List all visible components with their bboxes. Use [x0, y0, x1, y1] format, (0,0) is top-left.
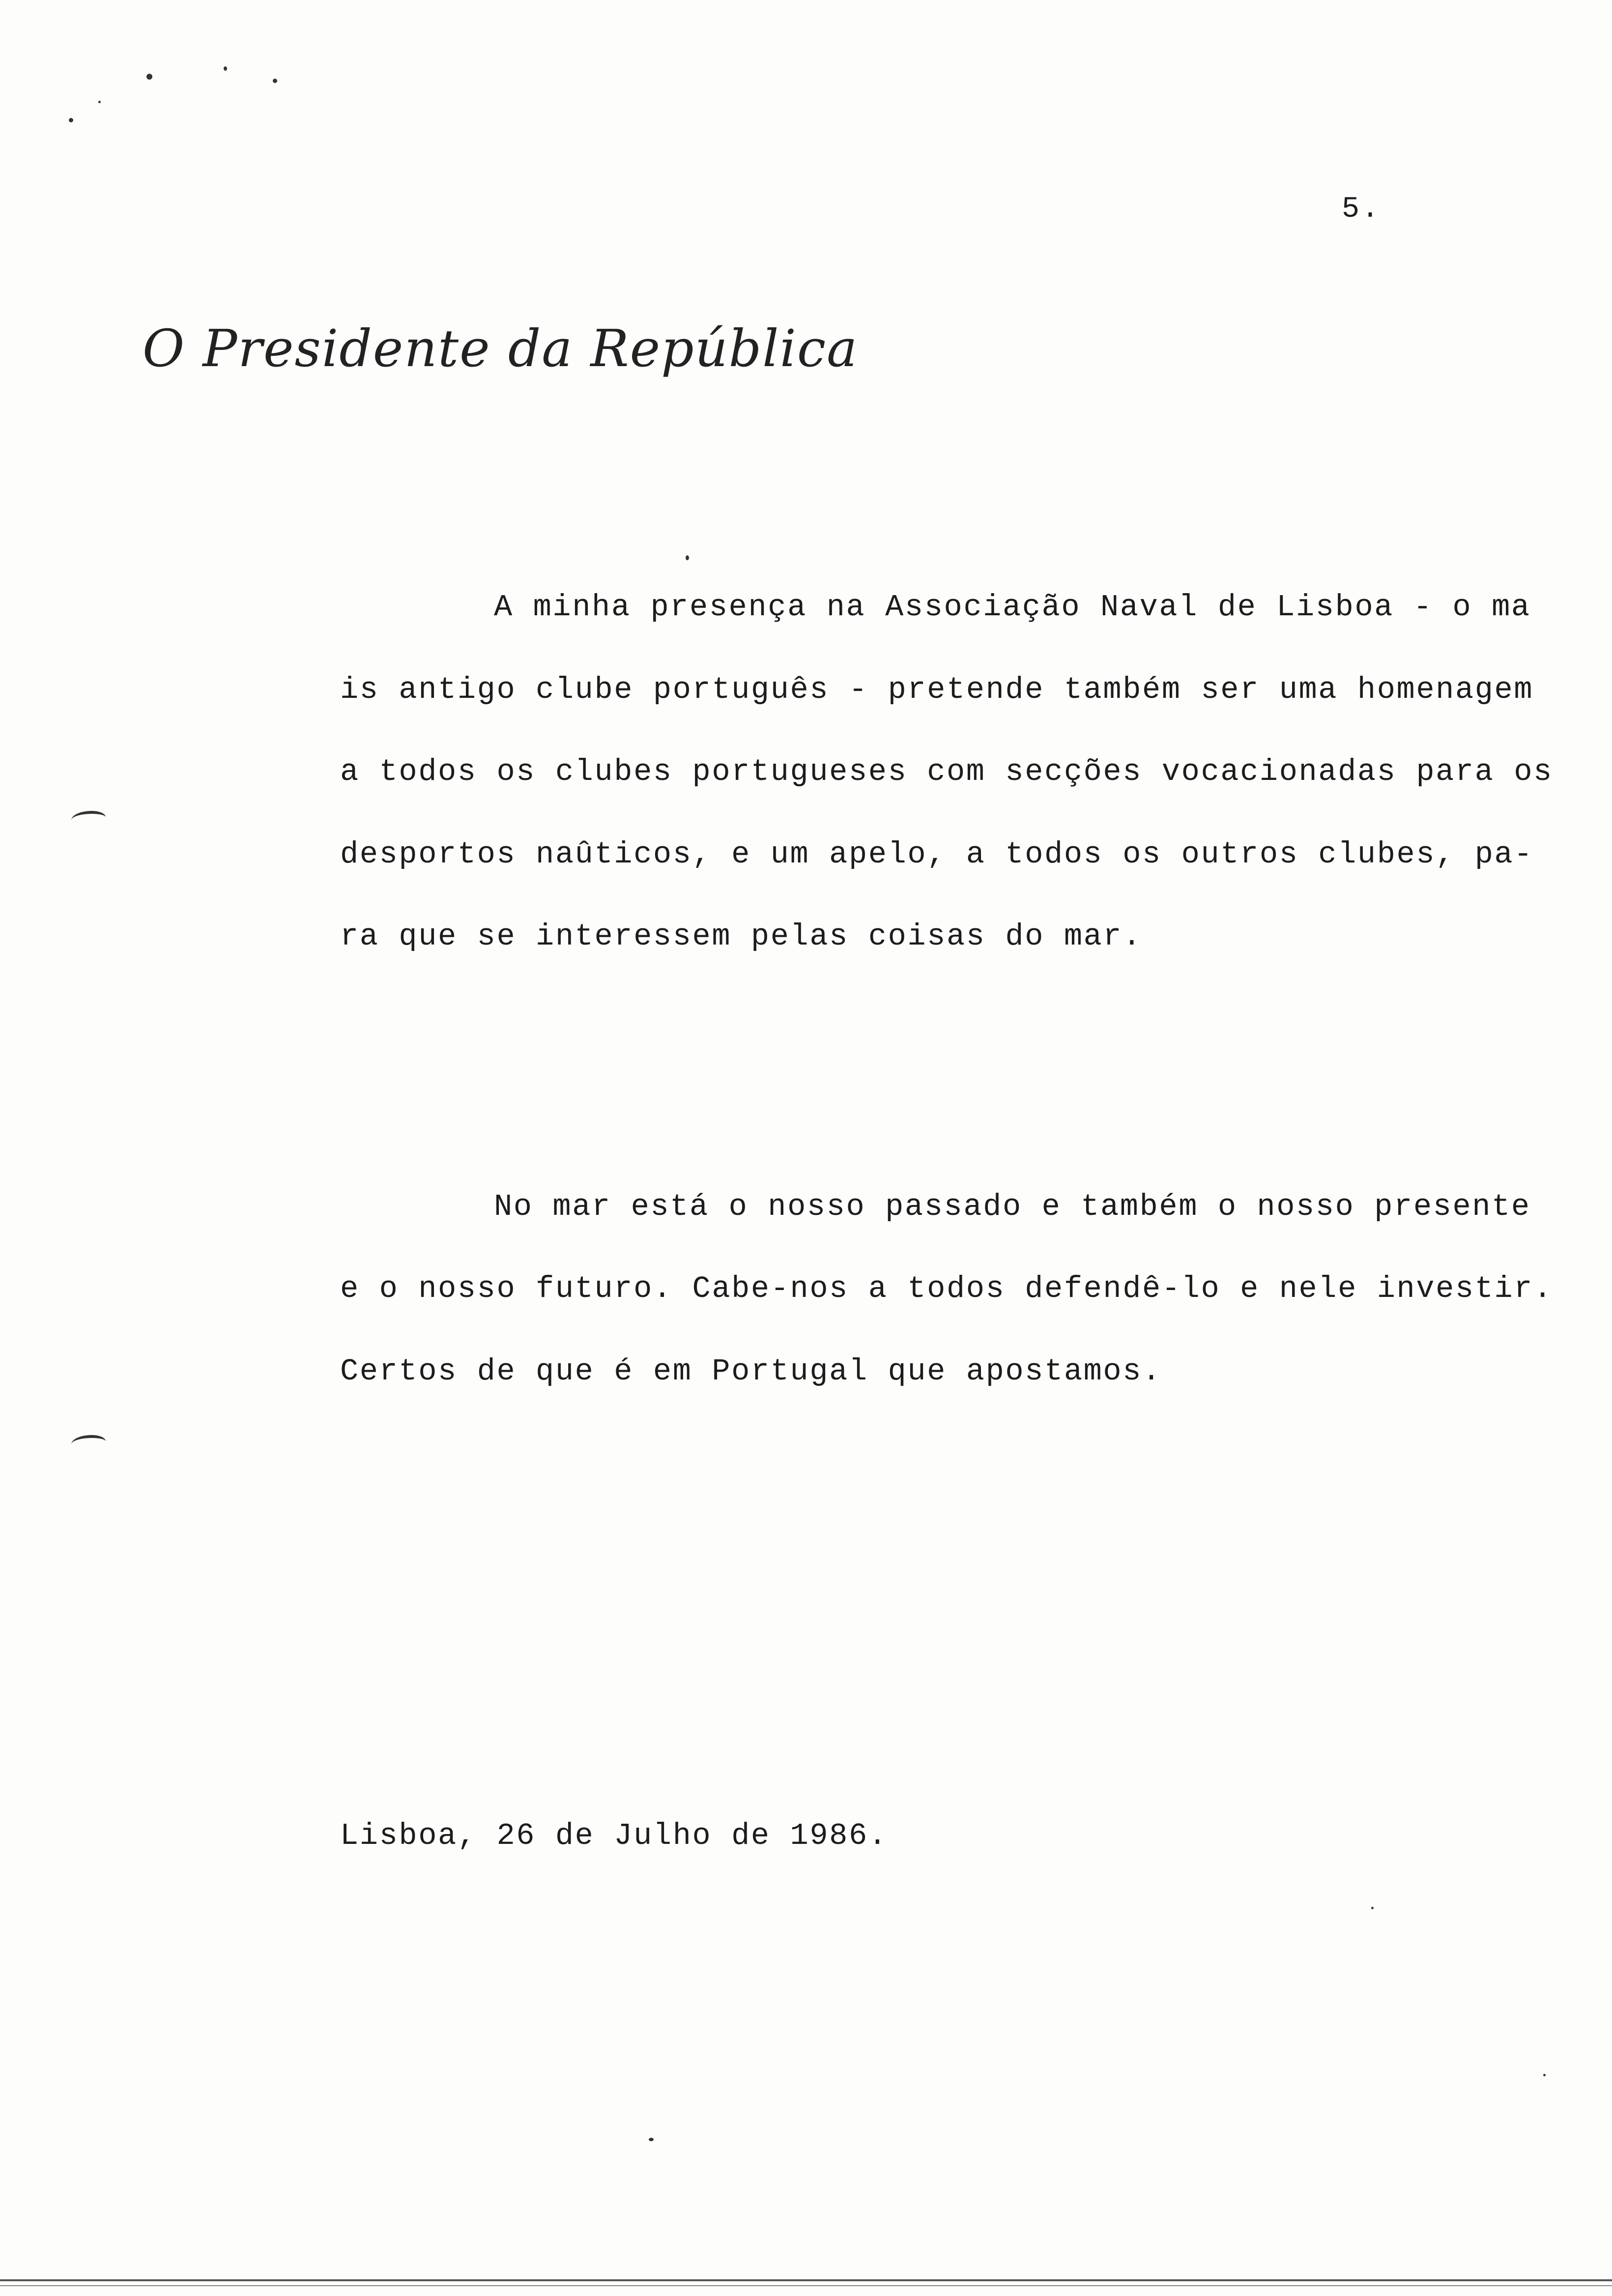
scan-speck [224, 66, 227, 71]
paragraph-line: ra que se interessem pelas coisas do mar. [340, 919, 1143, 954]
paragraph-line: a todos os clubes portugueses com secções vocacionadas para os [340, 754, 1553, 789]
scan-edge-mark [71, 811, 106, 827]
scan-speck [98, 101, 101, 103]
scan-speck [146, 74, 152, 80]
page-bottom-rule [0, 2285, 1612, 2286]
scan-speck [273, 79, 277, 83]
scan-speck [69, 118, 73, 122]
scan-edge-mark [71, 1435, 106, 1451]
paragraph-line: A minha presença na Associação Naval de Lisboa - o ma [494, 590, 1531, 625]
date-line: Lisboa, 26 de Julho de 1986. [340, 1818, 888, 1853]
paragraph-line: e o nosso futuro. Cabe-nos a todos defendê-lo e nele investir. [340, 1271, 1553, 1306]
paragraph-line: desportos naûticos, e um apelo, a todos os outros clubes, pa- [340, 837, 1534, 872]
scan-speck [649, 2138, 654, 2141]
page-number: 5. [1342, 193, 1382, 226]
letterhead-title: O Presidente da República [143, 318, 859, 378]
paragraph-line: No mar está o nosso passado e também o nosso presente [494, 1189, 1531, 1224]
paragraph-line: Certos de que é em Portugal que apostamos. [340, 1354, 1162, 1389]
scan-speck [1371, 1907, 1374, 1909]
scan-speck [686, 555, 689, 560]
page-bottom-rule [0, 2279, 1612, 2281]
scan-speck [1543, 2074, 1546, 2076]
paragraph-line: is antigo clube português - pretende também ser uma homenagem [340, 672, 1534, 707]
